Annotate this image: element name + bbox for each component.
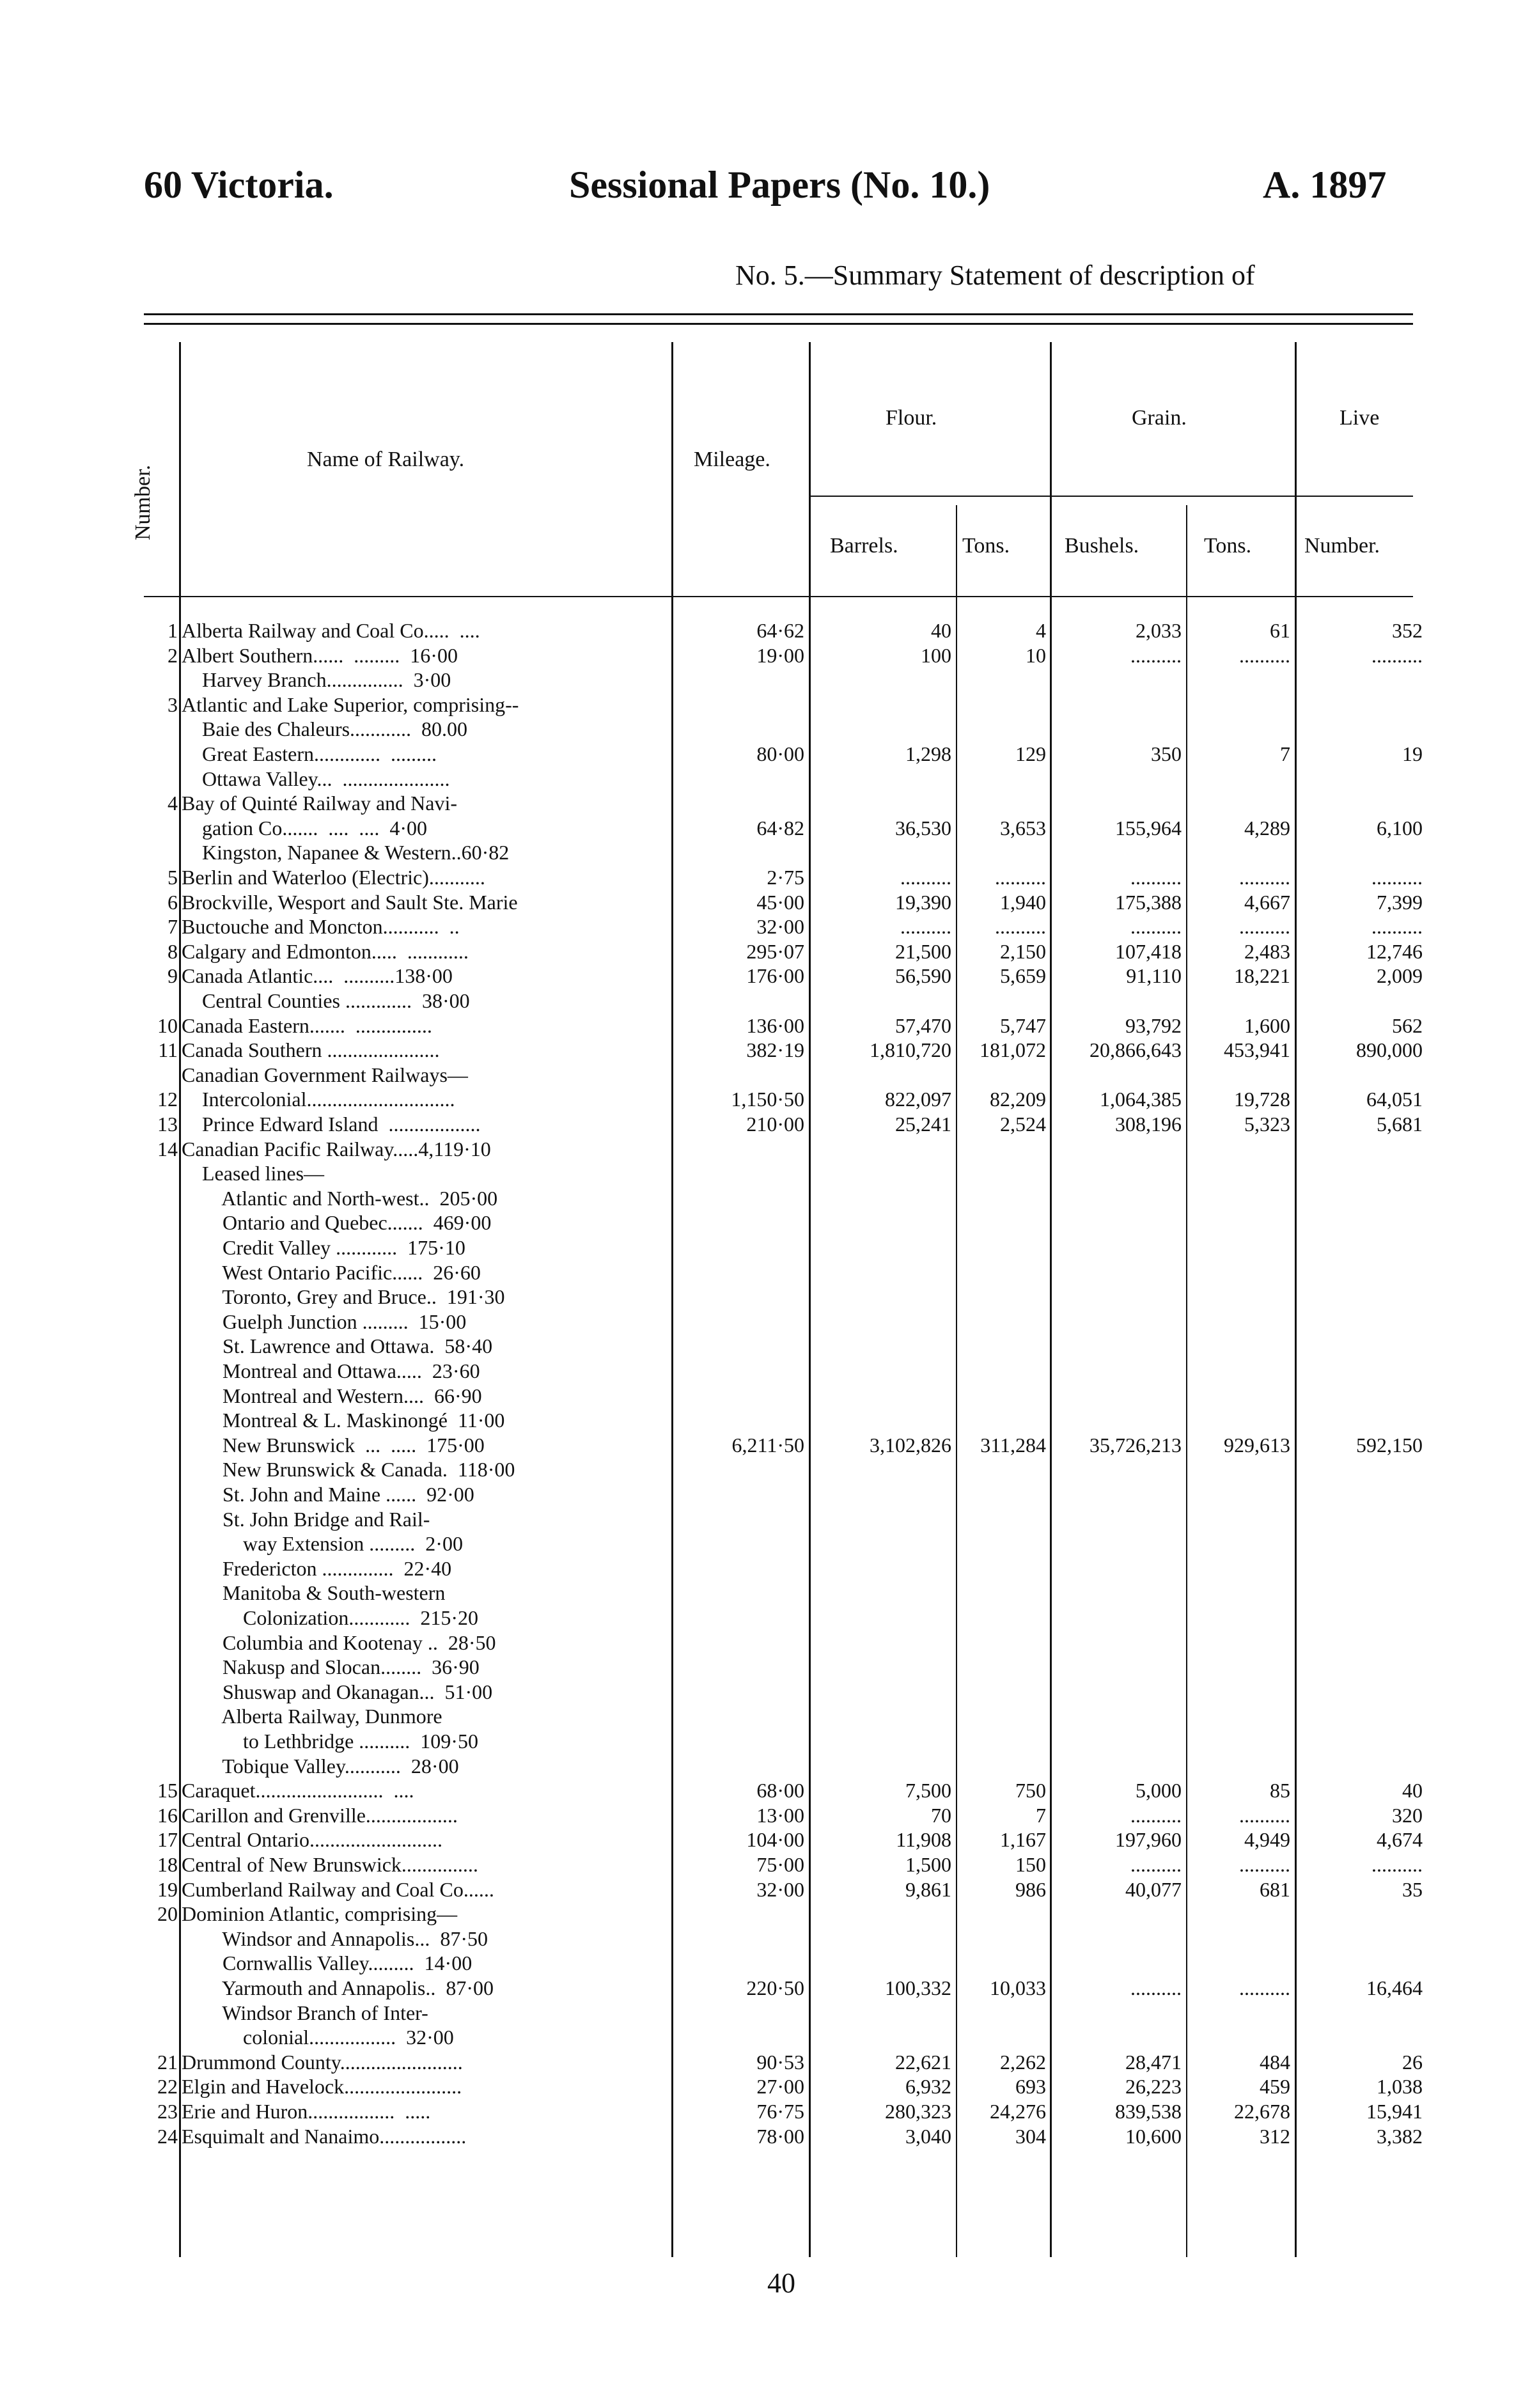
railway-name: Montreal and Ottawa..... 23·60 (182, 1359, 480, 1382)
railway-name: Calgary and Edmonton..... ............ (182, 939, 469, 963)
railway-name: Erie and Huron................. ..... (182, 2100, 431, 2123)
railway-name: Ottawa Valley... ..................... (182, 767, 450, 790)
grain-tons-cell: 681 (1260, 1877, 1290, 1901)
barrels-cell: 1,810,720 (870, 1038, 951, 1062)
col-divider-bushels (1186, 505, 1187, 2257)
bushels-cell: 26,223 (1125, 2075, 1182, 2099)
bushels-cell: 175,388 (1115, 890, 1182, 914)
barrels-cell: 1,298 (905, 742, 951, 765)
col-divider-mileage (809, 342, 811, 2257)
live-number-cell: 16,464 (1366, 1976, 1423, 1999)
bushels-cell: 35,726,213 (1090, 1433, 1182, 1457)
grain-tons-cell: 453,941 (1224, 1038, 1290, 1062)
col-grain: Grain. (1132, 406, 1187, 430)
row-number: 12 (157, 1088, 178, 1111)
row-number: 6 (168, 890, 178, 914)
barrels-cell: 822,097 (885, 1088, 951, 1111)
railway-name: Harvey Branch............... 3·00 (182, 668, 451, 692)
bushels-cell: 2,033 (1136, 619, 1182, 642)
grain-tons-cell: .......... (1239, 643, 1290, 667)
col-grain-tons: Tons. (1204, 534, 1252, 558)
barrels-cell: .......... (900, 915, 951, 939)
railway-name: Canada Atlantic.... ..........138·00 (182, 964, 453, 988)
col-flour-tons: Tons. (962, 534, 1010, 558)
col-divider-name (671, 342, 673, 2257)
row-number: 1 (168, 619, 178, 642)
barrels-cell: 21,500 (895, 939, 951, 963)
mileage-cell: 75·00 (756, 1853, 804, 1876)
grain-tons-cell: 18,221 (1234, 964, 1290, 988)
top-rule-2 (144, 323, 1413, 325)
live-number-cell: 40 (1402, 1779, 1423, 1802)
barrels-cell: 9,861 (905, 1877, 951, 1901)
col-divider-number (179, 342, 181, 2257)
live-number-cell: 5,681 (1377, 1113, 1423, 1136)
bushels-cell: 28,471 (1125, 2050, 1182, 2074)
flour-tons-cell: 129 (1015, 742, 1046, 765)
col-flour: Flour. (886, 406, 937, 430)
railway-name: Canada Eastern....... ............... (182, 1013, 432, 1037)
row-number: 11 (158, 1038, 178, 1062)
col-live-number: Number. (1304, 534, 1380, 558)
railway-name: way Extension ......... 2·00 (182, 1532, 463, 1556)
row-number: 3 (168, 692, 178, 716)
barrels-cell: 280,323 (885, 2100, 951, 2123)
grain-tons-cell: .......... (1239, 1976, 1290, 1999)
flour-tons-cell: 150 (1015, 1853, 1046, 1876)
railway-name: Baie des Chaleurs............ 80.00 (182, 717, 468, 741)
grain-tons-cell: 5,323 (1244, 1113, 1290, 1136)
flour-tons-cell: 1,940 (1000, 890, 1046, 914)
railway-name: Leased lines— (182, 1162, 325, 1185)
railway-name: Esquimalt and Nanaimo................. (182, 2124, 467, 2148)
flour-tons-cell: .......... (995, 915, 1046, 939)
barrels-cell: 70 (931, 1803, 951, 1827)
mileage-cell: 80·00 (756, 742, 804, 765)
mileage-cell: 76·75 (756, 2100, 804, 2123)
railway-name: New Brunswick & Canada. 118·00 (182, 1458, 515, 1482)
railway-name: Elgin and Havelock....................... (182, 2075, 462, 2099)
railway-name: Central Ontario.......................... (182, 1828, 442, 1852)
flour-tons-cell: 5,659 (1000, 964, 1046, 988)
barrels-cell: 7,500 (905, 1779, 951, 1802)
grain-tons-cell: 22,678 (1234, 2100, 1290, 2123)
bushels-cell: .......... (1130, 1803, 1182, 1827)
row-number: 13 (157, 1113, 178, 1136)
grain-tons-cell: 19,728 (1234, 1088, 1290, 1111)
mileage-cell: 32·00 (756, 1877, 804, 1901)
bushels-cell: 155,964 (1115, 816, 1182, 840)
railway-name: Cornwallis Valley......... 14·00 (182, 1951, 473, 1975)
mileage-cell: 210·00 (746, 1113, 804, 1136)
flour-tons-cell: 2,524 (1000, 1113, 1046, 1136)
railway-name: Drummond County........................ (182, 2050, 463, 2074)
railway-name: Caraquet......................... .... (182, 1779, 414, 1802)
flour-tons-cell: 24,276 (990, 2100, 1046, 2123)
flour-tons-cell: 2,262 (1000, 2050, 1046, 2074)
live-number-cell: 3,382 (1377, 2124, 1423, 2148)
flour-tons-cell: 1,167 (1000, 1828, 1046, 1852)
railway-name: Central of New Brunswick............... (182, 1853, 478, 1876)
row-number: 14 (157, 1137, 178, 1161)
live-number-cell: 64,051 (1366, 1088, 1423, 1111)
railway-name: Bay of Quinté Railway and Navi- (182, 792, 457, 815)
railway-name: Berlin and Waterloo (Electric)........... (182, 866, 485, 889)
col-number: Number. (131, 464, 155, 540)
live-number-cell: 15,941 (1366, 2100, 1423, 2123)
railway-name: Albert Southern...... ......... 16·00 (182, 643, 458, 667)
row-number: 17 (157, 1828, 178, 1852)
barrels-cell: 56,590 (895, 964, 951, 988)
grain-tons-cell: 4,289 (1244, 816, 1290, 840)
mileage-cell: 68·00 (756, 1779, 804, 1802)
grain-tons-cell: 85 (1270, 1779, 1290, 1802)
barrels-cell: .......... (900, 866, 951, 889)
bushels-cell: 5,000 (1136, 1779, 1182, 1802)
live-number-cell: 890,000 (1356, 1038, 1423, 1062)
row-number: 21 (157, 2050, 178, 2074)
barrels-cell: 25,241 (895, 1113, 951, 1136)
mileage-cell: 90·53 (756, 2050, 804, 2074)
row-number: 23 (157, 2100, 178, 2123)
railway-name: Dominion Atlantic, comprising— (182, 1902, 458, 1926)
row-number: 19 (157, 1877, 178, 1901)
bushels-cell: 40,077 (1125, 1877, 1182, 1901)
row-number: 8 (168, 939, 178, 963)
grain-tons-cell: 929,613 (1224, 1433, 1290, 1457)
mileage-cell: 13·00 (756, 1803, 804, 1827)
mileage-cell: 295·07 (746, 939, 804, 963)
railway-name: Nakusp and Slocan........ 36·90 (182, 1655, 480, 1679)
railway-name: Windsor Branch of Inter- (182, 2001, 428, 2024)
railway-name: Alberta Railway, Dunmore (182, 1705, 442, 1728)
flour-tons-cell: 4 (1036, 619, 1046, 642)
railway-name: Intercolonial............................. (182, 1088, 455, 1111)
live-number-cell: 7,399 (1377, 890, 1423, 914)
mileage-cell: 19·00 (756, 643, 804, 667)
railway-name: Columbia and Kootenay .. 28·50 (182, 1630, 496, 1654)
header-left: 60 Victoria. (144, 164, 334, 206)
bushels-cell: 107,418 (1115, 939, 1182, 963)
col-barrels: Barrels. (830, 534, 898, 558)
col-mileage: Mileage. (694, 448, 770, 471)
mileage-cell: 104·00 (746, 1828, 804, 1852)
grain-tons-cell: 4,949 (1244, 1828, 1290, 1852)
railway-name: St. Lawrence and Ottawa. 58·40 (182, 1334, 493, 1358)
flour-tons-cell: 5,747 (1000, 1013, 1046, 1037)
mileage-cell: 45·00 (756, 890, 804, 914)
railway-name: Atlantic and North-west.. 205·00 (182, 1186, 498, 1210)
col-name: Name of Railway. (307, 448, 465, 471)
row-number: 5 (168, 866, 178, 889)
subtitle: No. 5.—Summary Statement of description of (735, 260, 1255, 291)
row-number: 7 (168, 915, 178, 939)
flour-tons-cell: 311,284 (980, 1433, 1046, 1457)
flour-tons-cell: 82,209 (990, 1088, 1046, 1111)
flour-tons-cell: 986 (1015, 1877, 1046, 1901)
barrels-cell: 36,530 (895, 816, 951, 840)
grain-tons-cell: .......... (1239, 915, 1290, 939)
live-number-cell: 26 (1402, 2050, 1423, 2074)
flour-tons-cell: 7 (1036, 1803, 1046, 1827)
railway-name: St. John Bridge and Rail- (182, 1507, 430, 1531)
grain-tons-cell: 312 (1260, 2124, 1290, 2148)
railway-name: Canadian Government Railways— (182, 1063, 468, 1086)
header-right: A. 1897 (1263, 164, 1387, 206)
col-divider-flour (1050, 342, 1052, 2257)
railway-name: Colonization............ 215·20 (182, 1606, 478, 1629)
railway-name: Great Eastern............. ......... (182, 742, 437, 765)
barrels-cell: 6,932 (905, 2075, 951, 2099)
bushels-cell: 10,600 (1125, 2124, 1182, 2148)
railway-name: to Lethbridge .......... 109·50 (182, 1730, 478, 1753)
grain-tons-cell: .......... (1239, 1853, 1290, 1876)
live-number-cell: 320 (1392, 1803, 1423, 1827)
row-number: 2 (168, 643, 178, 667)
railway-name: colonial................. 32·00 (182, 2026, 454, 2049)
railway-name: Toronto, Grey and Bruce.. 191·30 (182, 1285, 505, 1309)
flour-tons-cell: 181,072 (980, 1038, 1046, 1062)
railway-name: Buctouche and Moncton........... .. (182, 915, 460, 939)
flour-tons-cell: 3,653 (1000, 816, 1046, 840)
barrels-cell: 3,102,826 (870, 1433, 951, 1457)
bushels-cell: 308,196 (1115, 1113, 1182, 1136)
bushels-cell: 93,792 (1125, 1013, 1182, 1037)
page-number: 40 (767, 2267, 795, 2299)
row-number: 20 (157, 1902, 178, 1926)
grain-tons-cell: 459 (1260, 2075, 1290, 2099)
railway-name: Kingston, Napanee & Western..60·82 (182, 841, 510, 864)
live-number-cell: .......... (1371, 915, 1423, 939)
bushels-cell: .......... (1130, 1853, 1182, 1876)
mileage-cell: 382·19 (746, 1038, 804, 1062)
railway-name: Brockville, Wesport and Sault Ste. Marie (182, 890, 518, 914)
live-number-cell: 35 (1402, 1877, 1423, 1901)
railway-name: Ontario and Quebec....... 469·00 (182, 1211, 492, 1235)
flour-tons-cell: 750 (1015, 1779, 1046, 1802)
barrels-cell: 100 (921, 643, 951, 667)
live-number-cell: 6,100 (1377, 816, 1423, 840)
railway-name: Canada Southern ...................... (182, 1038, 440, 1062)
row-number: 18 (157, 1853, 178, 1876)
barrels-cell: 1,500 (905, 1853, 951, 1876)
railway-name: Montreal and Western.... 66·90 (182, 1384, 482, 1407)
bushels-cell: 20,866,643 (1090, 1038, 1182, 1062)
live-number-cell: .......... (1371, 643, 1423, 667)
bushels-cell: 839,538 (1115, 2100, 1182, 2123)
flour-tons-cell: 10 (1026, 643, 1046, 667)
mileage-cell: 176·00 (746, 964, 804, 988)
railway-name: gation Co....... .... .... 4·00 (182, 816, 427, 840)
bushels-cell: 91,110 (1126, 964, 1182, 988)
barrels-cell: 3,040 (905, 2124, 951, 2148)
flour-tons-cell: 10,033 (990, 1976, 1046, 1999)
bushels-cell: .......... (1130, 866, 1182, 889)
railway-name: Credit Valley ............ 175·10 (182, 1236, 465, 1259)
railway-name: Windsor and Annapolis... 87·50 (182, 1927, 488, 1950)
grain-tons-cell: 61 (1270, 619, 1290, 642)
mileage-cell: 64·82 (756, 816, 804, 840)
row-number: 9 (168, 964, 178, 988)
mileage-cell: 1,150·50 (731, 1088, 804, 1111)
flour-tons-cell: 2,150 (1000, 939, 1046, 963)
live-number-cell: 2,009 (1377, 964, 1423, 988)
live-number-cell: 592,150 (1356, 1433, 1423, 1457)
live-number-cell: 352 (1392, 619, 1423, 642)
bushels-cell: 1,064,385 (1100, 1088, 1182, 1111)
railway-name: Alberta Railway and Coal Co..... .... (182, 619, 480, 642)
railway-name: Carillon and Grenville.................. (182, 1803, 458, 1827)
barrels-cell: 11,908 (896, 1828, 951, 1852)
railway-name: West Ontario Pacific...... 26·60 (182, 1260, 481, 1284)
live-number-cell: 4,674 (1377, 1828, 1423, 1852)
row-number: 10 (157, 1013, 178, 1037)
row-number: 15 (157, 1779, 178, 1802)
top-rule (144, 313, 1413, 315)
bushels-cell: .......... (1130, 643, 1182, 667)
mileage-cell: 78·00 (756, 2124, 804, 2148)
grain-tons-cell: 2,483 (1244, 939, 1290, 963)
mileage-cell: 2·75 (767, 866, 804, 889)
railway-name: Fredericton .............. 22·40 (182, 1556, 452, 1580)
barrels-cell: 22,621 (895, 2050, 951, 2074)
grain-tons-cell: 7 (1280, 742, 1290, 765)
railway-name: Tobique Valley........... 28·00 (182, 1754, 459, 1778)
live-number-cell: 1,038 (1377, 2075, 1423, 2099)
mileage-cell: 136·00 (746, 1013, 804, 1037)
railway-name: St. John and Maine ...... 92·00 (182, 1483, 474, 1506)
railway-name: Canadian Pacific Railway.....4,119·10 (182, 1137, 491, 1161)
grain-tons-cell: 1,600 (1244, 1013, 1290, 1037)
header-center: Sessional Papers (No. 10.) (569, 164, 990, 206)
live-number-cell: 562 (1392, 1013, 1423, 1037)
live-number-cell: .......... (1371, 866, 1423, 889)
railway-name: Shuswap and Okanagan... 51·00 (182, 1680, 493, 1703)
bushels-cell: 197,960 (1115, 1828, 1182, 1852)
col-divider-barrels (956, 505, 957, 2257)
live-number-cell: 12,746 (1366, 939, 1423, 963)
railway-name: Yarmouth and Annapolis.. 87·00 (182, 1976, 494, 1999)
live-number-cell: .......... (1371, 1853, 1423, 1876)
col-live: Live (1339, 406, 1380, 430)
bushels-cell: .......... (1130, 1976, 1182, 1999)
row-number: 24 (157, 2124, 178, 2148)
flour-tons-cell: 693 (1015, 2075, 1046, 2099)
railway-name: Montreal & L. Maskinongé 11·00 (182, 1409, 505, 1432)
mileage-cell: 6,211·50 (731, 1433, 804, 1457)
live-number-cell: 19 (1402, 742, 1423, 765)
railway-name: Atlantic and Lake Superior, comprising-- (182, 692, 519, 716)
flour-tons-cell: .......... (995, 866, 1046, 889)
grain-tons-cell: .......... (1239, 866, 1290, 889)
railway-name: Cumberland Railway and Coal Co...... (182, 1877, 494, 1901)
mileage-cell: 64·62 (756, 619, 804, 642)
col-bushels: Bushels. (1065, 534, 1139, 558)
railway-name: Central Counties ............. 38·00 (182, 989, 470, 1012)
railway-name: Guelph Junction ......... 15·00 (182, 1310, 467, 1333)
barrels-cell: 100,332 (885, 1976, 951, 1999)
row-number: 4 (168, 792, 178, 815)
barrels-cell: 19,390 (895, 890, 951, 914)
barrels-cell: 57,470 (895, 1013, 951, 1037)
mileage-cell: 220·50 (746, 1976, 804, 1999)
bushels-cell: .......... (1130, 915, 1182, 939)
mileage-cell: 32·00 (756, 915, 804, 939)
grain-tons-cell: 4,667 (1244, 890, 1290, 914)
row-number: 22 (157, 2075, 178, 2099)
railway-name: Prince Edward Island .................. (182, 1113, 481, 1136)
mileage-cell: 27·00 (756, 2075, 804, 2099)
railway-name: New Brunswick ... ..... 175·00 (182, 1433, 485, 1457)
bushels-cell: 350 (1151, 742, 1182, 765)
grain-tons-cell: .......... (1239, 1803, 1290, 1827)
barrels-cell: 40 (931, 619, 951, 642)
col-divider-grain (1295, 342, 1297, 2257)
header-bottom-rule (144, 596, 1413, 597)
flour-tons-cell: 304 (1015, 2124, 1046, 2148)
row-number: 16 (157, 1803, 178, 1827)
grain-tons-cell: 484 (1260, 2050, 1290, 2074)
subheader-rule (811, 496, 1413, 497)
railway-name: Manitoba & South-western (182, 1581, 446, 1605)
